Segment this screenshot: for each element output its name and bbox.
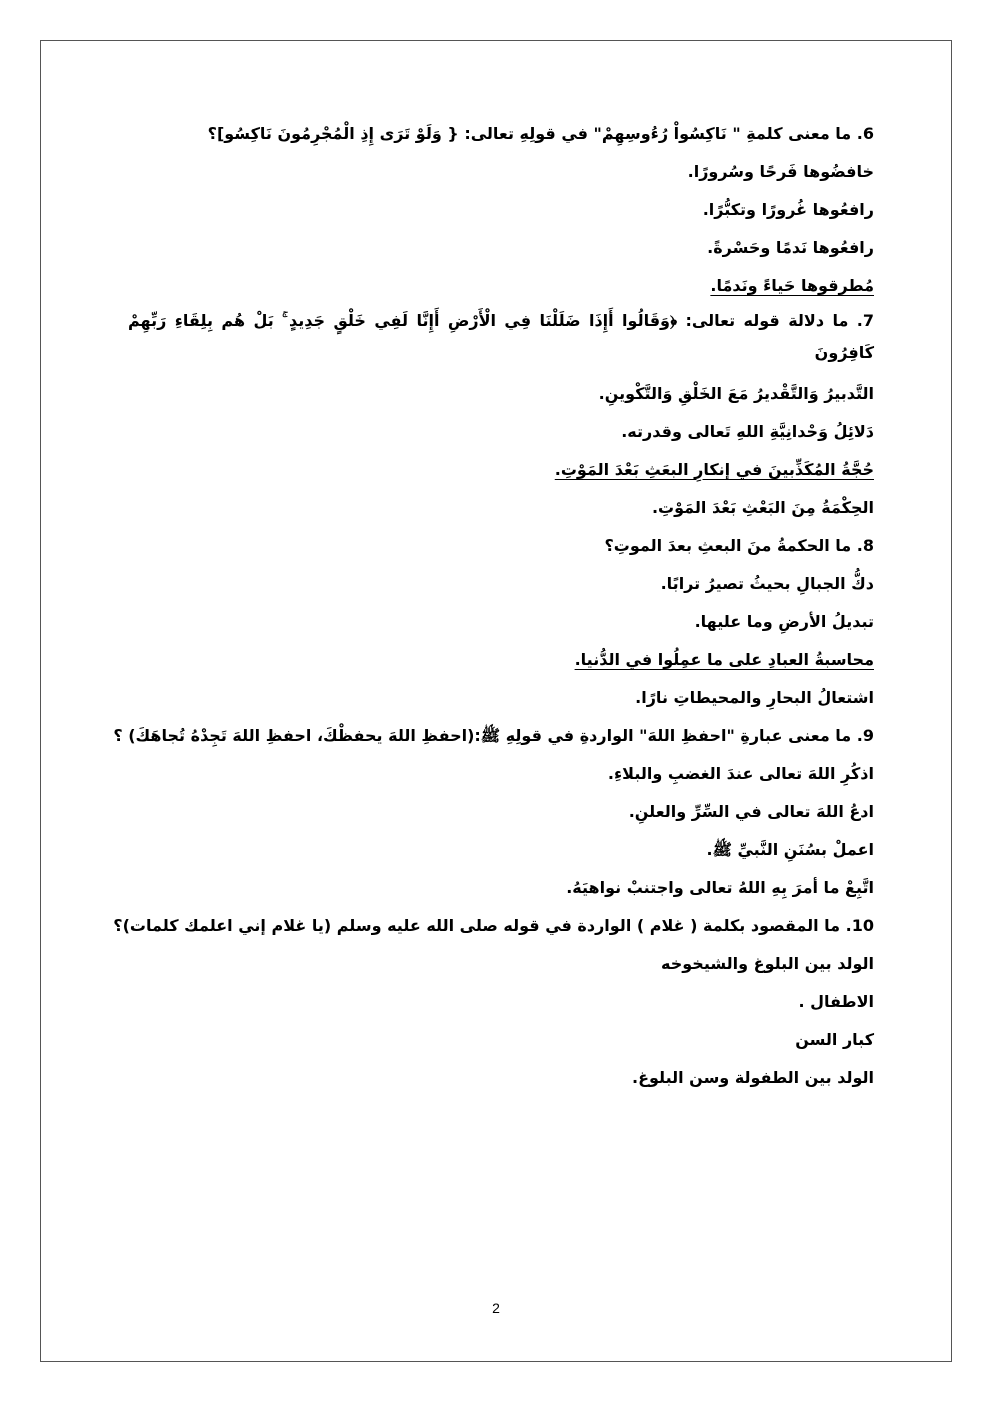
q7-option-c-answer — [128, 451, 874, 489]
q8-option-d: اشتعالُ البحارِ والمحيطاتِ نارًا. — [635, 688, 874, 707]
q9-option-c: اعملْ بسُنَنِ النَّبيِّ ﷺ. — [706, 840, 874, 859]
question-10: 10. ما المقصود بكلمة ( غلام ) الواردة في قوله صلى الله عليه وسلم (يا غلام إني اعلمك كلمات)؟ — [113, 916, 874, 935]
q10-option-c: كبار السن — [795, 1030, 874, 1049]
q6-option-b: رافعُوها غُرورًا وتكبُّرًا. — [702, 200, 874, 219]
q10-option-a: الولد بين البلوغ والشيخوخه — [661, 954, 874, 973]
q7-option-d: الحِكْمَةُ مِنَ البَعْثِ بَعْدَ المَوْتِ. — [651, 498, 874, 517]
q8-answer-text: محاسبةُ العبادِ على ما عمِلُوا في الدُّنيا. — [574, 650, 874, 669]
q9-option-a: اذكُرِ اللهَ تعالى عندَ الغضبِ والبلاءِ. — [607, 764, 874, 783]
q8-option-c-answer — [128, 641, 874, 679]
q6-option-c: رافعُوها نَدمًا وحَسْرةً. — [707, 238, 874, 257]
q9-option-d: اتَّبِعْ ما أمرَ بِهِ اللهُ تعالى واجتنبْ نواهيَهُ. — [566, 878, 874, 897]
q7-answer-text: حُجَّةُ المُكَذِّبينَ في إنكارِ البعَثِ بَعْدَ المَوْتِ. — [554, 460, 874, 479]
q6-answer-text: مُطرقوها حَياءً ونَدمًا. — [710, 276, 874, 295]
question-7: 7. ما دلالة قوله تعالى: ﴿وَقَالُوا أَإِذَا ضَلَلْنَا فِي الْأَرْضِ أَإِنَّا لَفِي خَلْقٍ جَدِيدٍ ۚ بَلْ هُم بِلِقَاءِ رَبِّهِمْ كَافِرُونَ — [128, 311, 874, 362]
q7-option-b: دَلائِلُ وَحْدانِيَّةِ اللهِ تَعالى وقدرته. — [621, 422, 874, 441]
q7-option-a: التَّدبيرُ وَالتَّقْديرُ مَعَ الخَلْقِ وَالتَّكْوينِ. — [598, 384, 874, 403]
q6-option-d-answer — [128, 267, 874, 305]
question-9: 9. ما معنى عبارةِ "احفظِ اللهَ" الواردةِ في قولِهِ ﷺ:(احفظِ اللهَ يحفظْكَ، احفظِ اللهَ تَجِدْهُ تُجاهَكَ) ؟ — [113, 726, 874, 745]
q10-option-d: الولد بين الطفولة وسن البلوغ. — [632, 1068, 874, 1087]
q8-option-a: دكُّ الجبالِ بحيثُ تصيرُ ترابًا. — [660, 574, 874, 593]
question-8: 8. ما الحكمةُ منَ البعثِ بعدَ الموتِ؟ — [604, 536, 874, 555]
page-number: 2 — [492, 1300, 500, 1316]
question-6: 6. ما معنى كلمةِ " نَاكِسُواْ رُءُوسِهِمْ" في قولِهِ تعالى: { وَلَوْ تَرَى إِذِ الْمُجْرِمُونَ نَاكِسُو]؟ — [207, 124, 874, 143]
q8-option-b: تبديلُ الأرضِ وما عليها. — [694, 612, 874, 631]
q10-option-b: الاطفال . — [798, 992, 874, 1011]
q6-option-a: خافضُوها فَرحًا وسُرورًا. — [687, 162, 874, 181]
worksheet-content — [113, 115, 874, 1097]
q9-option-b: ادعُ اللهَ تعالى في السِّرِّ والعلنِ. — [628, 802, 874, 821]
